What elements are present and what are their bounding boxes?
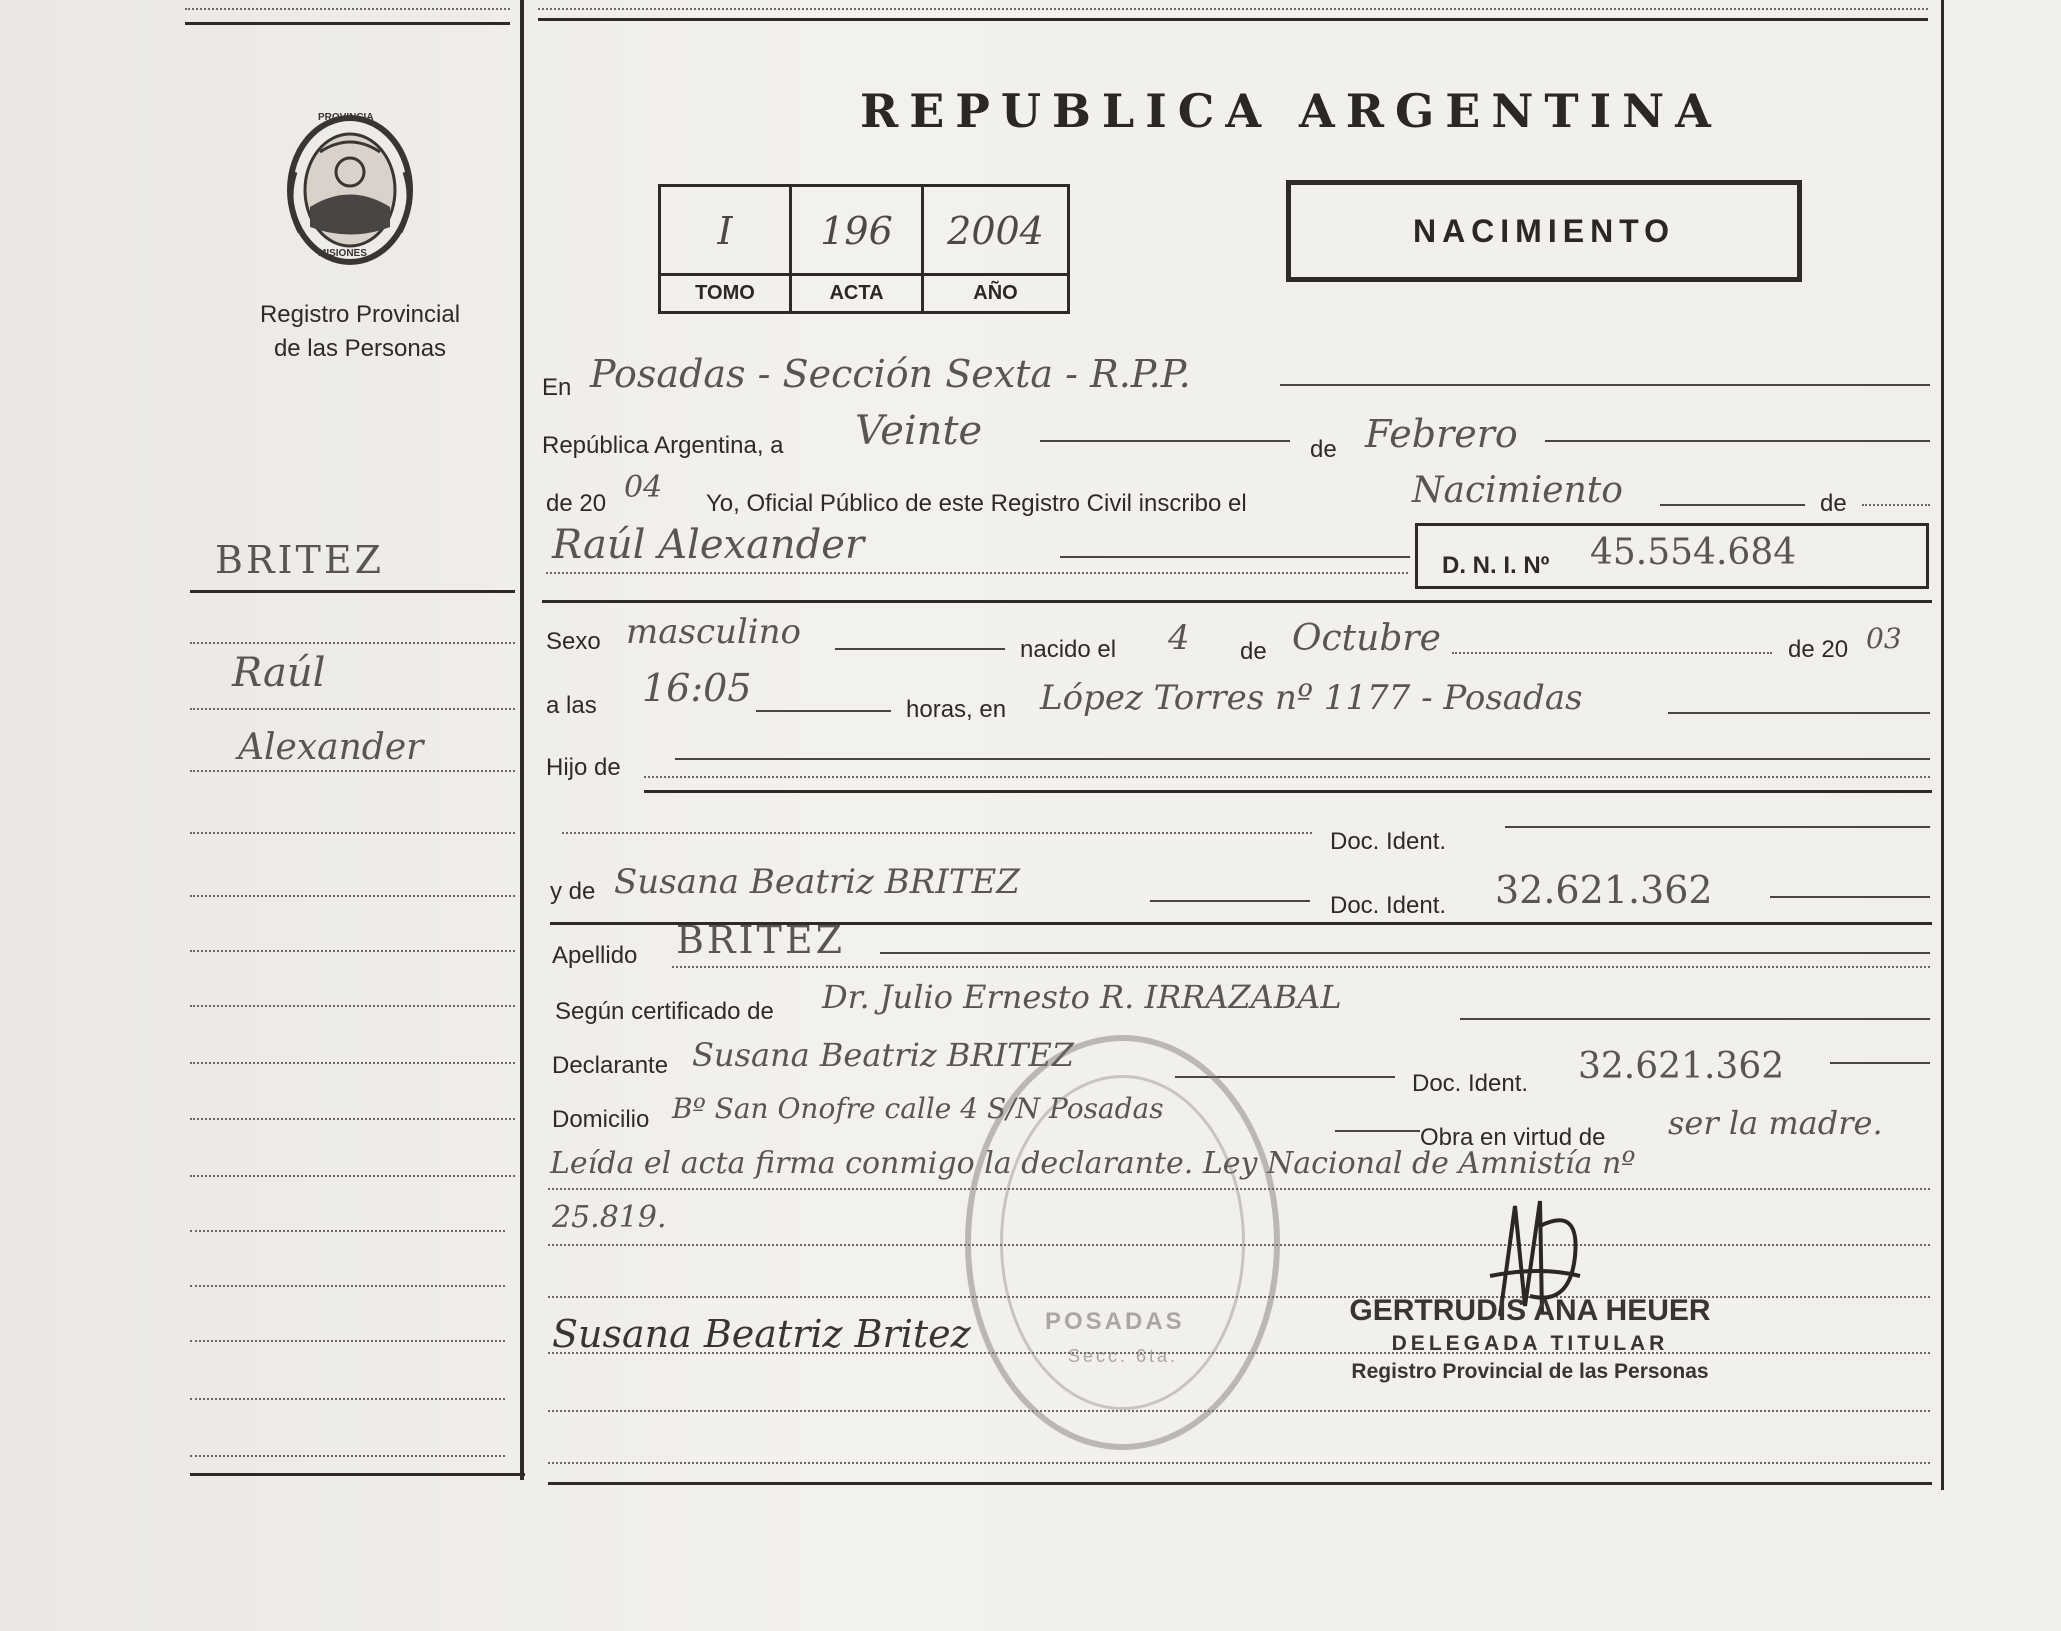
segun-value: Dr. Julio Ernesto R. IRRAZABAL xyxy=(822,978,1342,1016)
provincial-seal xyxy=(280,112,420,267)
apellido-value: BRITEZ xyxy=(676,918,846,962)
doc2-label: Doc. Ident. xyxy=(1330,892,1447,919)
birth-year-value: 03 xyxy=(1866,622,1902,655)
margin-line-15 xyxy=(190,1455,505,1457)
top-dotted-line-left xyxy=(185,8,510,10)
horas-label: horas, en xyxy=(906,696,1007,723)
margin-surname-rule xyxy=(190,590,515,593)
official-title: DELEGADA TITULAR xyxy=(1391,1332,1669,1355)
month-line xyxy=(1545,440,1930,442)
apellido-dots xyxy=(672,966,1930,968)
de2-label: de xyxy=(1820,490,1847,517)
apellido-label: Apellido xyxy=(552,942,638,969)
seal-text-bottom: MISIONES xyxy=(318,248,367,259)
de1-label: de xyxy=(1310,436,1337,463)
declarante-label: Declarante xyxy=(552,1052,669,1079)
margin-line-10 xyxy=(190,1175,515,1177)
obra-label: Obra en virtud de xyxy=(1420,1124,1606,1151)
year-label: de 20 xyxy=(546,490,607,517)
margin-line-2 xyxy=(190,708,515,710)
act-value: Nacimiento xyxy=(1412,470,1623,511)
doc1-label: Doc. Ident. xyxy=(1330,828,1447,855)
declarante-doc: 32.621.362 xyxy=(1578,1046,1785,1087)
margin-line-1 xyxy=(190,642,515,644)
dni-box xyxy=(1415,523,1929,589)
margin-line-14 xyxy=(190,1398,505,1400)
en-line xyxy=(1280,384,1930,386)
dni-label: D. N. I. Nº xyxy=(1442,552,1550,579)
acta-label: ACTA xyxy=(792,273,921,311)
page-title: REPUBLICA ARGENTINA xyxy=(860,84,1722,138)
margin-surname: BRITEZ xyxy=(215,538,385,582)
en-label: En xyxy=(542,374,572,401)
record-number-box xyxy=(658,184,1070,314)
margin-name2: Alexander xyxy=(238,727,424,768)
sexo-label: Sexo xyxy=(546,628,601,655)
time-line xyxy=(756,710,891,712)
margin-line-8 xyxy=(190,1062,515,1064)
margin-line-6 xyxy=(190,950,515,952)
obra-value: ser la madre. xyxy=(1668,1104,1883,1142)
stamp-city: POSADAS xyxy=(1045,1308,1185,1335)
apellido-line xyxy=(880,952,1930,954)
alas-label: a las xyxy=(546,692,597,719)
declarante-doc-line xyxy=(1830,1062,1930,1064)
doc1-line xyxy=(1505,826,1930,828)
anio-label: AÑO xyxy=(924,273,1067,311)
mother-value: Susana Beatriz BRITEZ xyxy=(614,862,1020,902)
nacido-label: nacido el xyxy=(1020,636,1117,663)
acta-value: 196 xyxy=(820,209,893,253)
anio-cell xyxy=(924,187,1067,311)
margin-line-7 xyxy=(190,1005,515,1007)
day-value: Veinte xyxy=(855,408,983,454)
domicilio-line xyxy=(1335,1130,1420,1132)
place-line xyxy=(1668,712,1930,714)
hijo-dots xyxy=(644,776,1930,778)
section-rule-1 xyxy=(542,600,1932,603)
declarante-signature: Susana Beatriz Britez xyxy=(552,1312,971,1356)
bottom-rule xyxy=(548,1482,1932,1485)
yde-label: y de xyxy=(550,878,596,905)
margin-name1: Raúl xyxy=(232,650,326,696)
mother-doc-line xyxy=(1770,896,1930,898)
domicilio-value: Bº San Onofre calle 4 S/N Posadas xyxy=(672,1092,1164,1125)
sexo-line xyxy=(835,648,1005,650)
de2-line xyxy=(1862,504,1930,506)
official-name: GERTRUDIS ANA HEUER xyxy=(1349,1294,1711,1327)
place-value: López Torres nº 1177 - Posadas xyxy=(1040,678,1583,718)
note-dots-6 xyxy=(548,1462,1930,1464)
birth-day: 4 xyxy=(1168,618,1190,658)
margin-bottom-rule xyxy=(190,1473,525,1476)
top-rule-left xyxy=(185,22,510,25)
registry-name xyxy=(200,298,520,366)
tomo-cell xyxy=(661,187,792,311)
dni-value: 45.554.684 xyxy=(1590,532,1797,573)
column-divider xyxy=(520,0,524,1480)
note-line2: 25.819. xyxy=(552,1200,667,1235)
day-line xyxy=(1040,440,1290,442)
registry-line2: de las Personas xyxy=(273,335,447,362)
right-border xyxy=(1941,0,1944,1490)
act-line xyxy=(1660,504,1805,506)
hijo-label: Hijo de xyxy=(546,754,621,781)
margin-line-5 xyxy=(190,895,515,897)
child-name-line xyxy=(1060,556,1410,558)
tomo-value: I xyxy=(717,209,733,253)
yo-text: Yo, Oficial Público de este Registro Civil inscribo el xyxy=(706,490,1247,517)
margin-line-13 xyxy=(190,1340,505,1342)
margin-line-3 xyxy=(190,770,515,772)
father-line xyxy=(562,832,1312,834)
margin-line-12 xyxy=(190,1285,505,1287)
rep-label: República Argentina, a xyxy=(542,432,784,459)
record-type-box: NACIMIENTO xyxy=(1286,180,1802,282)
child-name-dots xyxy=(546,572,1408,574)
doc3-label: Doc. Ident. xyxy=(1412,1070,1529,1097)
mother-doc: 32.621.362 xyxy=(1495,868,1713,912)
top-rule-right xyxy=(538,18,1928,21)
margin-line-4 xyxy=(190,832,515,834)
tomo-label: TOMO xyxy=(661,273,789,311)
domicilio-label: Domicilio xyxy=(552,1106,650,1133)
sexo-value: masculino xyxy=(626,612,802,652)
registry-line1: Registro Provincial xyxy=(259,301,461,328)
margin-line-11 xyxy=(190,1230,505,1232)
en-value: Posadas - Sección Sexta - R.P.P. xyxy=(590,352,1191,396)
month-value: Febrero xyxy=(1365,412,1518,456)
mother-line xyxy=(1150,900,1310,902)
top-dotted-line-right xyxy=(538,8,1928,10)
birth-year-label: de 20 xyxy=(1788,636,1849,663)
official-org: Registro Provincial de las Personas xyxy=(1351,1360,1709,1383)
stamp-sec: Secc. 6ta. xyxy=(1068,1346,1179,1366)
seal-text-top: PROVINCIA xyxy=(318,112,374,123)
section-rule-2 xyxy=(644,790,1932,793)
note-line1: Leída el acta firma conmigo la declarante. Ley Nacional de Amnistía nº xyxy=(550,1146,1636,1181)
birth-month-line xyxy=(1452,652,1772,654)
declarante-value: Susana Beatriz BRITEZ xyxy=(692,1036,1075,1074)
segun-line xyxy=(1460,1018,1930,1020)
de3-label: de xyxy=(1240,638,1267,665)
anio-value: 2004 xyxy=(947,209,1044,253)
acta-cell xyxy=(792,187,924,311)
segun-label: Según certificado de xyxy=(555,998,774,1025)
margin-line-9 xyxy=(190,1118,515,1120)
year-value: 04 xyxy=(624,470,663,505)
hijo-line xyxy=(675,758,1930,760)
time-value: 16:05 xyxy=(642,666,752,710)
child-name-value: Raúl Alexander xyxy=(552,522,865,568)
note-dots-5 xyxy=(548,1410,1930,1412)
birth-month: Octubre xyxy=(1292,618,1441,659)
